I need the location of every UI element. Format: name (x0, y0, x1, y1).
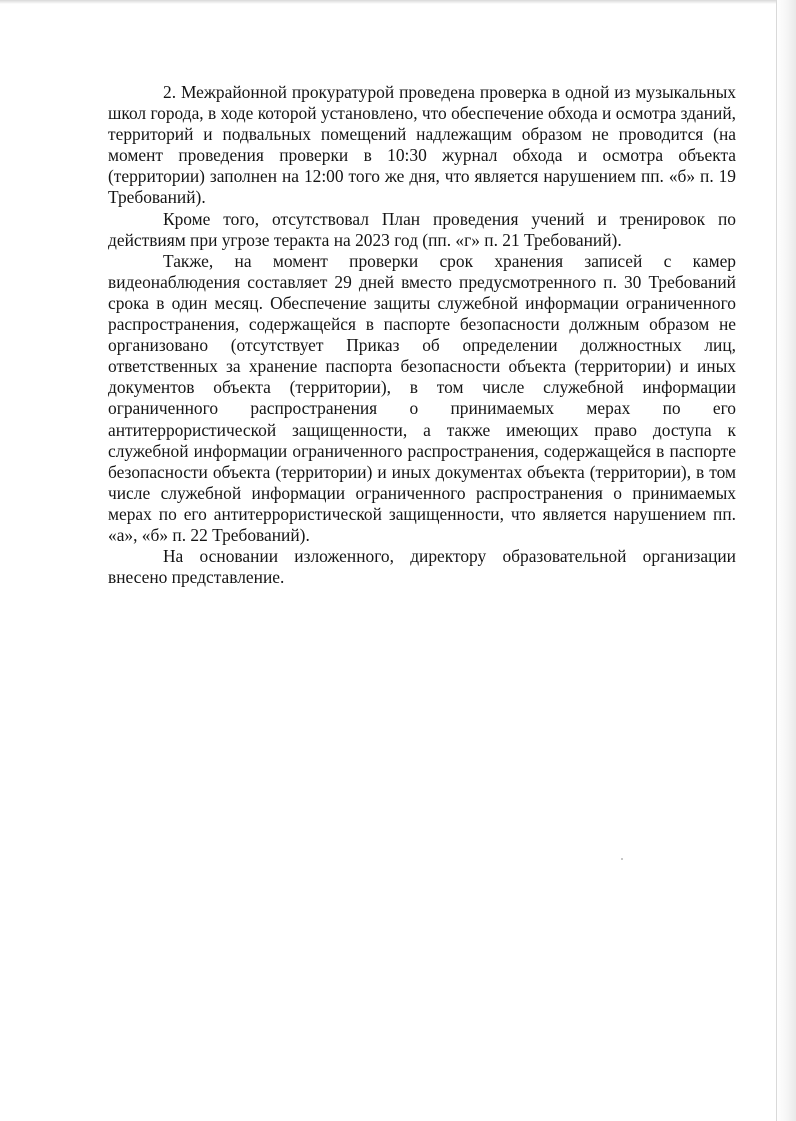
scan-right-edge-line (776, 0, 777, 1121)
scan-top-edge (0, 0, 796, 4)
scan-right-edge (776, 0, 796, 1121)
scan-speck (621, 858, 623, 860)
paragraph-inspection-music-school: 2. Межрайонной прокуратурой проведена проверка в одной из музыкальных школ города, в ходе которой установлено, что обеспечение обхода и осмотра зданий, территорий и подвальных помещений надлежащим образом не проводится (на момент проведения проверки в 10:30 журнал обхода и осмотра объекта (территории) заполнен на 12:00 того же дня, что является нарушением пп. «б» п. 19 Требований). (108, 82, 736, 208)
paragraph-video-storage: Также, на момент проверки срок хранения записей с камер видеонаблюдения составляет 29 дней вместо предусмотренного п. 30 Требований срока в один месяц. Обеспечение защиты служебной информации ограниченного распространения, содержащейся в паспорте безопасности должным образом не организовано (отсутствует Приказ об определении должностных лиц, ответственных за хранение паспорта безопасности объекта (территории) и иных документов объекта (территории), в том числе служебной информации ограниченного распространения о принимаемых мерах по его антитеррористической защищенности, а также имеющих право доступа к служебной информации ограниченного распространения, содержащейся в паспорте безопасности объекта (территории) и иных документах объекта (территории), в том числе служебной информации ограниченного распространения о принимаемых мерах по его антитеррористической защищенности, что является нарушением пп. «а», «б» п. 22 Требований). (108, 250, 736, 545)
paragraph-conclusion: На основании изложенного, директору образовательной организации внесено представление. (108, 546, 736, 588)
paragraph-training-plan: Кроме того, отсутствовал План проведения учений и тренировок по действиям при угрозе теракта на 2023 год (пп. «г» п. 21 Требований). (108, 208, 736, 250)
document-page (108, 82, 736, 588)
